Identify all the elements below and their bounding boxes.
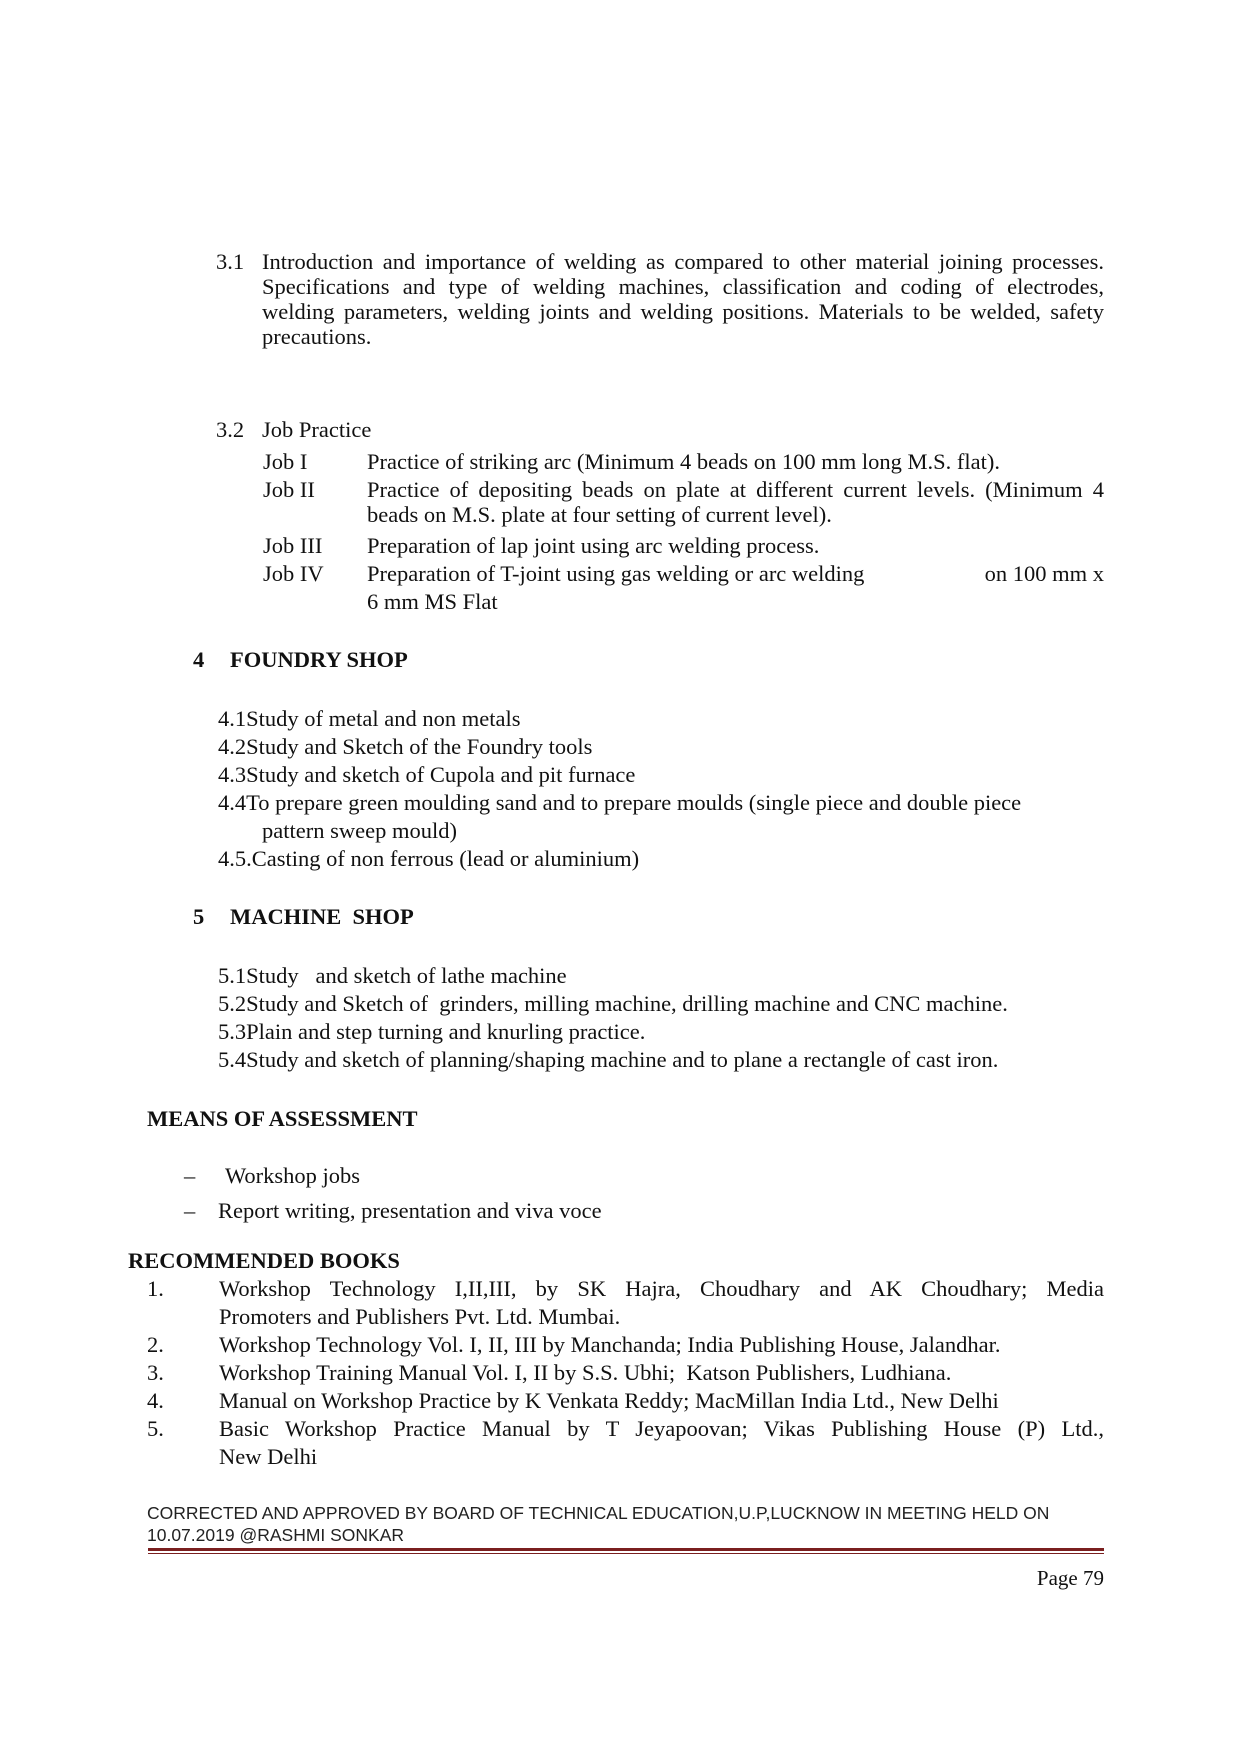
foundry-item-4-4: 4.4To prepare green moulding sand and to prepare moulds (single piece and double piece [218, 790, 1022, 815]
job-4-text-continued: 6 mm MS Flat [367, 589, 498, 614]
book-4-number: 4. [147, 1388, 164, 1413]
job-4-text-dimension: on 100 mm x [984, 561, 1104, 586]
job-3-label: Job III [263, 533, 323, 558]
assessment-item-workshop-jobs: Workshop jobs [225, 1163, 361, 1188]
book-5-text: Basic Workshop Practice Manual by T Jeyapoovan; Vikas Publishing House (P) Ltd., [219, 1416, 1104, 1441]
assessment-bullet-1: – [184, 1163, 196, 1188]
book-3-text: Workshop Training Manual Vol. I, II by S.S. Ubhi; Katson Publishers, Ludhiana. [219, 1360, 952, 1385]
book-5-text-continued: New Delhi [219, 1444, 318, 1469]
job-2-text: Practice of depositing beads on plate at different current levels. (Minimum 4 beads on M.S. plate at four setting of current level). [367, 477, 1104, 527]
assessment-heading: MEANS OF ASSESSMENT [147, 1106, 418, 1131]
section-3-2-number: 3.2 [216, 417, 245, 442]
foundry-item-4-3: 4.3Study and sketch of Cupola and pit furnace [218, 762, 636, 787]
assessment-item-report-writing: Report writing, presentation and viva voce [218, 1198, 602, 1223]
book-1-number: 1. [147, 1276, 164, 1301]
section-5-title: MACHINE SHOP [230, 904, 414, 929]
machine-item-5-3: 5.3Plain and step turning and knurling practice. [218, 1019, 646, 1044]
book-3-number: 3. [147, 1360, 164, 1385]
machine-item-5-2: 5.2Study and Sketch of grinders, milling machine, drilling machine and CNC machine. [218, 991, 1008, 1016]
page-number: Page 79 [1036, 1566, 1104, 1590]
book-2-number: 2. [147, 1332, 164, 1357]
section-5-number: 5 [193, 904, 205, 929]
book-1-text-continued: Promoters and Publishers Pvt. Ltd. Mumbai. [219, 1304, 621, 1329]
job-3-text: Preparation of lap joint using arc welding process. [367, 533, 820, 558]
footer-rule-thin [148, 1553, 1104, 1554]
job-4-label: Job IV [263, 561, 324, 586]
footer-approval-line-1: CORRECTED AND APPROVED BY BOARD OF TECHNICAL EDUCATION,U.P,LUCKNOW IN MEETING HELD ON [147, 1503, 1050, 1523]
foundry-item-4-1: 4.1Study of metal and non metals [218, 706, 521, 731]
book-5-number: 5. [147, 1416, 164, 1441]
section-3-1-number: 3.1 [216, 249, 245, 274]
book-2-text: Workshop Technology Vol. I, II, III by Manchanda; India Publishing House, Jalandhar. [219, 1332, 1001, 1357]
foundry-item-4-2: 4.2Study and Sketch of the Foundry tools [218, 734, 593, 759]
section-4-title: FOUNDRY SHOP [230, 647, 408, 672]
foundry-item-4-5: 4.5.Casting of non ferrous (lead or aluminium) [218, 846, 640, 871]
machine-item-5-4: 5.4Study and sketch of planning/shaping machine and to plane a rectangle of cast iron. [218, 1047, 999, 1072]
section-4-number: 4 [193, 647, 205, 672]
book-1-text: Workshop Technology I,II,III, by SK Hajra, Choudhary and AK Choudhary; Media [219, 1276, 1104, 1301]
books-heading: RECOMMENDED BOOKS [128, 1248, 400, 1273]
section-3-1-text: Introduction and importance of welding as compared to other material joining processes. Specifications and type of welding machines, classification and coding of electrodes, welding parameters, welding joints and welding positions. Materials to be welded, safety precautions. [262, 249, 1104, 349]
job-2-label: Job II [263, 477, 315, 502]
job-1-text: Practice of striking arc (Minimum 4 beads on 100 mm long M.S. flat). [367, 449, 1001, 474]
foundry-item-4-4-continued: pattern sweep mould) [262, 818, 457, 843]
footer-approval-line-2: 10.07.2019 @RASHMI SONKAR [147, 1525, 405, 1545]
assessment-bullet-2: – [184, 1198, 196, 1223]
footer-rule-thick [148, 1548, 1104, 1551]
book-4-text: Manual on Workshop Practice by K Venkata Reddy; MacMillan India Ltd., New Delhi [219, 1388, 999, 1413]
job-4-text: Preparation of T-joint using gas welding or arc welding [367, 561, 865, 586]
machine-item-5-1: 5.1Study and sketch of lathe machine [218, 963, 567, 988]
job-1-label: Job I [263, 449, 308, 474]
section-3-2-title: Job Practice [262, 417, 372, 442]
